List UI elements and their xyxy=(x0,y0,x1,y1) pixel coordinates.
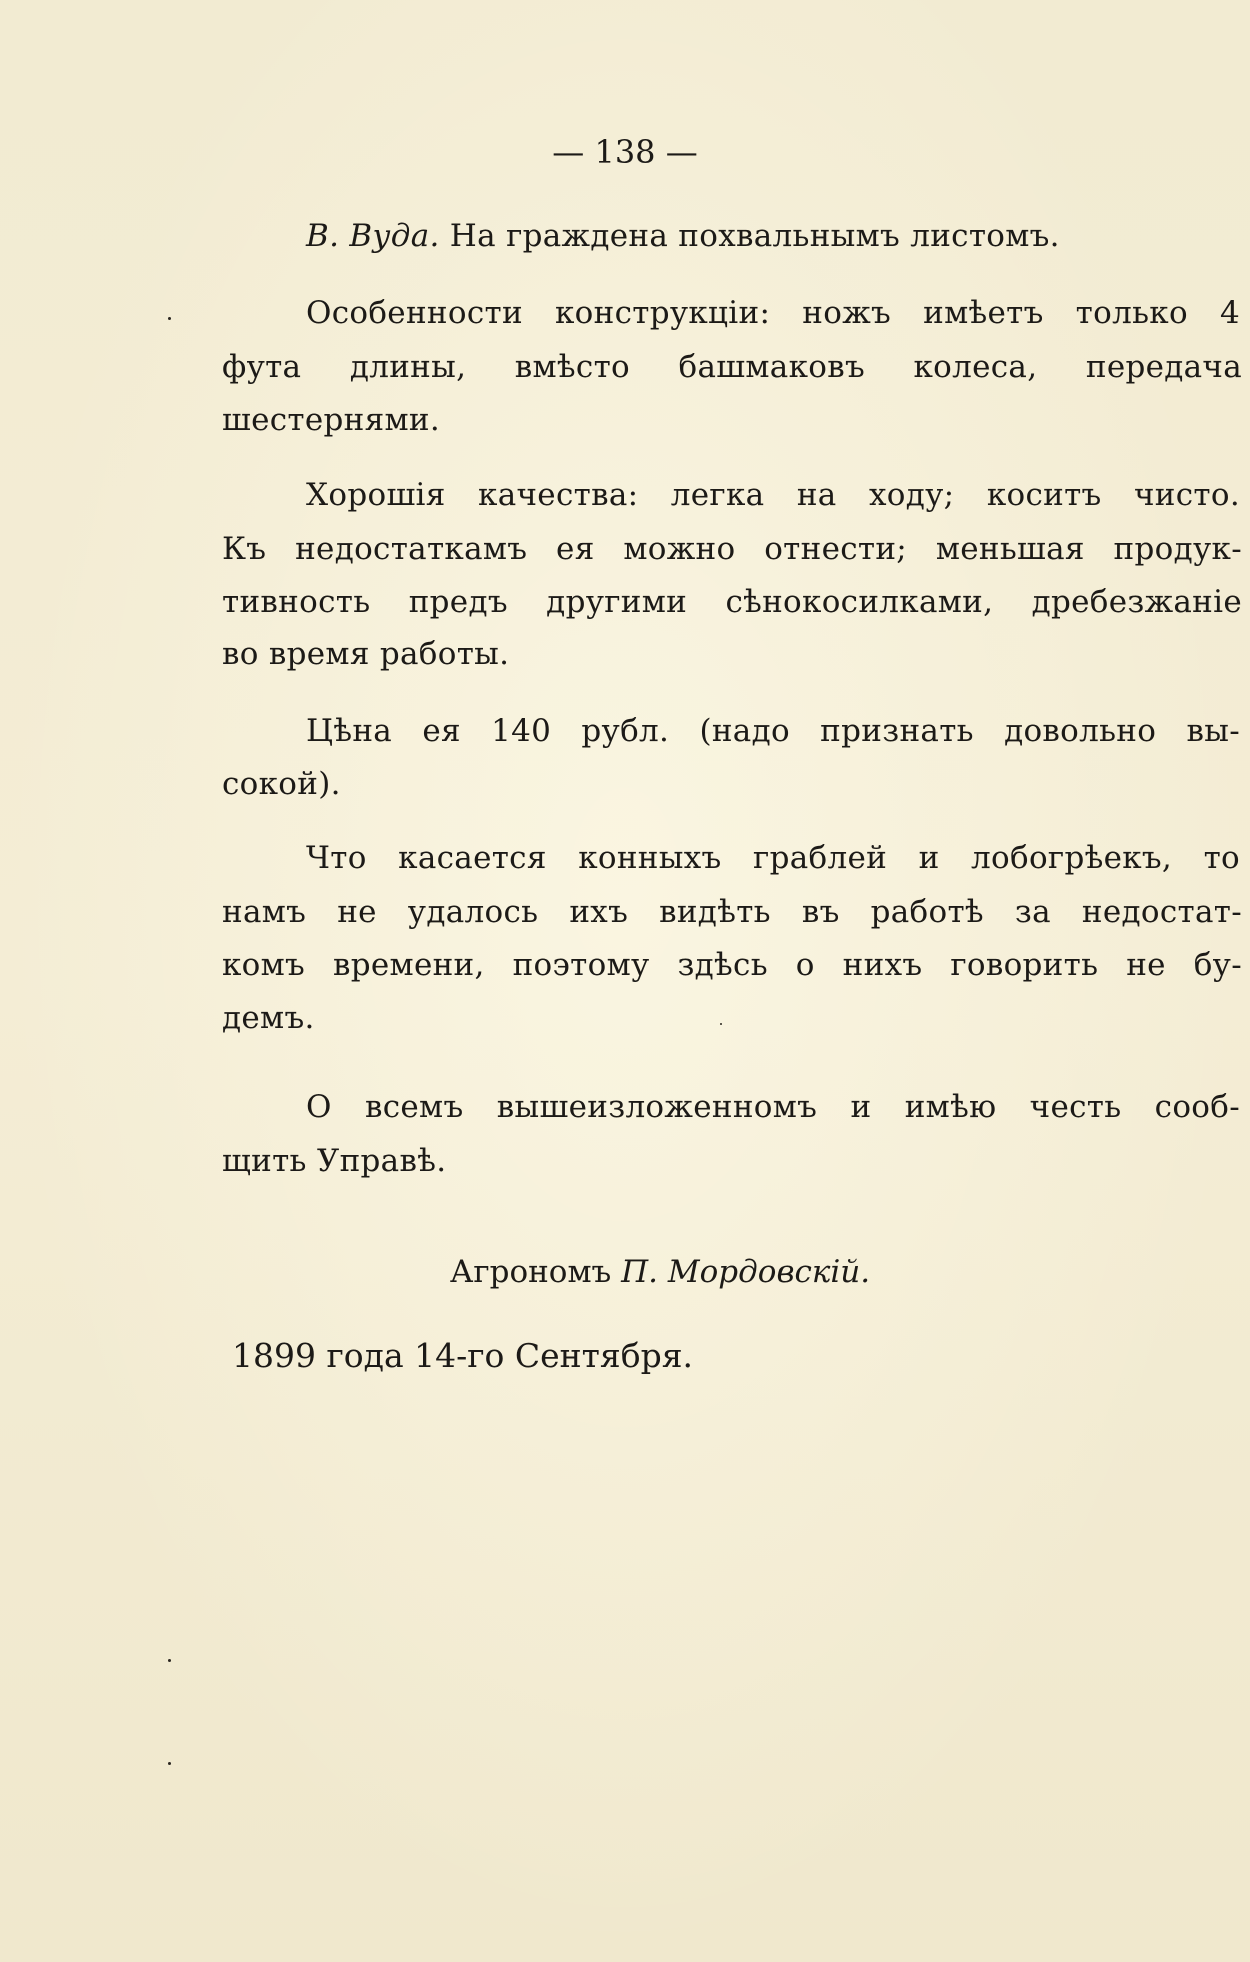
print-speck xyxy=(168,317,171,320)
page-number: — 138 — xyxy=(552,133,698,171)
paragraph-6-line-1: О всемъ вышеизложенномъ и имѣю честь сооб- xyxy=(306,1089,1240,1125)
document-date: 1899 года 14-го Сентября. xyxy=(232,1336,694,1375)
paragraph-1-text: На граждена похвальнымъ листомъ. xyxy=(449,218,1060,254)
print-speck xyxy=(720,1023,722,1025)
print-speck xyxy=(168,1659,171,1662)
paragraph-3-line-3: тивность предъ другими сѣнокосилками, дребезжаніе xyxy=(222,584,1242,620)
paragraph-5-line-3: комъ времени, поэтому здѣсь о нихъ говорить не бу- xyxy=(222,947,1242,983)
manufacturer-name: В. Вуда. xyxy=(306,218,440,254)
paragraph-3-line-1: Хорошія качества: легка на ходу; коситъ чисто. xyxy=(306,477,1240,513)
paragraph-1 xyxy=(306,216,1250,256)
paragraph-4-line-1: Цѣна ея 140 рубл. (надо признать довольно вы- xyxy=(306,713,1240,749)
paragraph-2-line-2: фута длины, вмѣсто башмаковъ колеса, передача xyxy=(222,349,1242,385)
paragraph-4-line-2: сокой). xyxy=(222,766,341,802)
paragraph-2-line-1: Особенности конструкціи: ножъ имѣетъ только 4 xyxy=(306,295,1240,331)
paragraph-3-line-4: во время работы. xyxy=(222,636,510,672)
print-speck xyxy=(168,1762,171,1765)
paragraph-2-line-3: шестернями. xyxy=(222,402,441,438)
paragraph-5-line-1: Что касается конныхъ граблей и лобогрѣекъ, то xyxy=(306,840,1240,876)
signature xyxy=(0,1252,1250,1292)
signature-name: П. Мордовскій. xyxy=(621,1254,871,1290)
paragraph-5-line-2: намъ не удалось ихъ видѣть въ работѣ за недостат- xyxy=(222,894,1242,930)
paragraph-3-line-2: Къ недостаткамъ ея можно отнести; меньшая продук- xyxy=(222,531,1242,567)
signature-title: Агрономъ xyxy=(449,1254,612,1290)
paragraph-5-line-4: демъ. xyxy=(222,1000,315,1036)
paragraph-6-line-2: щить Управѣ. xyxy=(222,1143,447,1179)
